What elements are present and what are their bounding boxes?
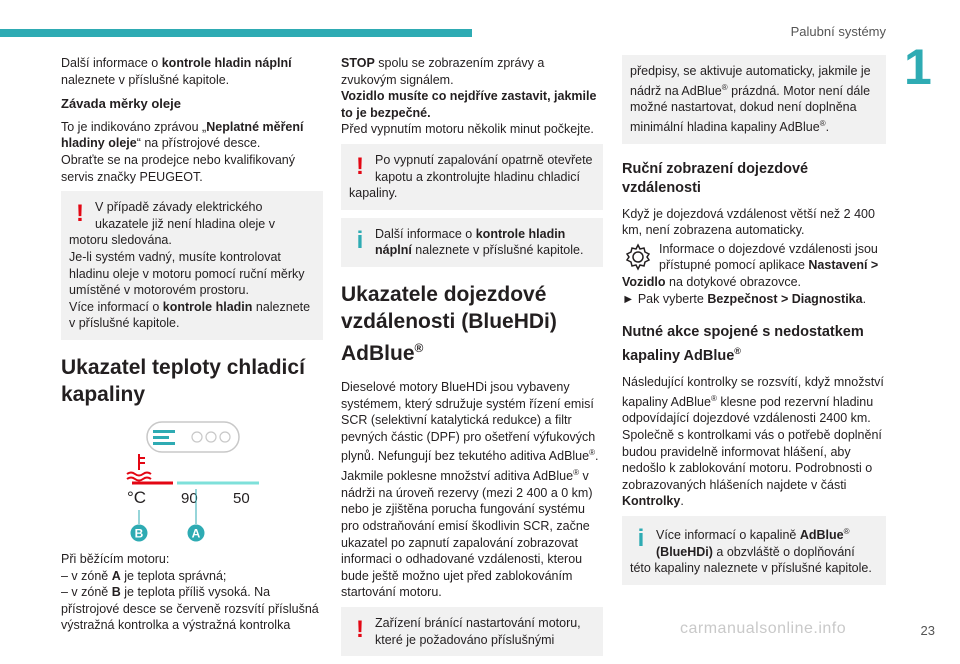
paragraph: Dieselové motory BlueHDi jsou vybaveny systémem, který sdružuje systém řízení emisí SCR (selektivní katalytická redukce) a filtr pevných částic (DPF) pro ošetření výfukových plynů. Nefungují bez tekutého aditiva AdBlue®. xyxy=(341,379,599,464)
unit-label: °C xyxy=(127,487,147,507)
paragraph: ► Pak vyberte Bezpečnost > Diagnostika. xyxy=(622,291,867,306)
exclamation-icon: ! xyxy=(356,615,364,643)
paragraph: Když je dojezdová vzdálenost větší než 2 400 km, není zobrazena automaticky. xyxy=(622,206,875,238)
exclamation-icon: ! xyxy=(76,200,84,228)
paragraph: Obraťte se na prodejce nebo kvalifikovaný servis značky PEUGEOT. xyxy=(61,152,295,184)
tick-label-50: 50 xyxy=(233,489,250,507)
continued-warning-box: předpisy, se aktivuje automaticky, jakmile je nádrž na AdBlue® prázdná. Motor není dále možné nastartovat, dokud není doplněna minimální hladina kapaliny AdBlue®. xyxy=(622,55,886,144)
exclamation-icon: ! xyxy=(356,152,364,180)
column-3 xyxy=(622,55,886,593)
info-box: i Další informace o kontrole hladin náplní naleznete v příslušné kapitole. xyxy=(341,218,603,267)
zone-label-a: A xyxy=(191,526,201,541)
list-item: – v zóně B je teplota příliš vysoká. Na přístrojové desce se červeně rozsvítí příslušná výstražná kontrolka a výstražná kontrolka xyxy=(61,585,319,633)
paragraph: Před vypnutím motoru několik minut počkejte. xyxy=(341,122,594,137)
paragraph: Další informace o kontrole hladin náplní naleznete v příslušné kapitole. xyxy=(61,56,292,87)
paragraph: Jakmile poklesne množství aditiva AdBlue® v nádrži na úroveň rezervy (mezi 2 400 a 0 km) nebo je zjištěna porucha fungování systému pro odstraňování emisí škodlivin SCR, začne ukazatel po zapnutí zapalování zobrazovat informaci o odhadované vzdálenosti, kterou bude ještě možno ujet před zablokováním startování motoru. xyxy=(341,468,593,600)
subsection-title-manual-range: Ruční zobrazení dojezdové vzdálenosti xyxy=(622,160,809,196)
paragraph: Vozidlo musíte co nejdříve zastavit, jakmile to je bezpečné. xyxy=(341,89,597,120)
gear-icon xyxy=(622,241,654,273)
paragraph: Informace o dojezdové vzdálenosti jsou přístupné pomocí aplikace Nastavení > Vozidlo na dotykové obrazovce. xyxy=(622,241,879,290)
paragraph: To je indikováno zprávou „Neplatné měření hladiny oleje“ na přístrojové desce. xyxy=(61,119,304,151)
tick-label-90: 90 xyxy=(181,489,198,507)
info-box: i Více informací o kapalině AdBlue® (BlueHDi) a obzvláště o doplňování této kapaliny naleznete v příslušné kapitole. xyxy=(622,516,886,585)
subsection-title-adblue-actions: Nutné akce spojené s nedostatkem kapaliny AdBlue® xyxy=(622,324,864,365)
header-accent-bar xyxy=(0,29,472,37)
header-title: Palubní systémy xyxy=(790,24,886,39)
paragraph: Následující kontrolky se rozsvítí, když množství kapaliny AdBlue® klesne pod rezervní hladinu odpovídající dojezdové vzdálenosti 2400 km. Společně s kontrolkami vás o potřebě doplnění budou pravidelně informovat hlášení, aby nedošlo k zablokování motoru. Podrobnosti o zobrazovaných hlášeních najdete v části Kontrolky. xyxy=(622,375,884,509)
section-title-adblue: Ukazatele dojezdové vzdálenosti (BlueHDi) AdBlue® xyxy=(341,282,557,365)
zone-label-b: B xyxy=(134,526,144,541)
coolant-gauge-diagram xyxy=(61,420,323,545)
column-1 xyxy=(61,55,323,634)
coolant-temperature-icon xyxy=(127,454,151,481)
info-icon: i xyxy=(356,226,364,254)
watermark: carmanualsonline.info xyxy=(680,620,847,637)
coolant-gauge-figure xyxy=(61,420,323,545)
warning-box: ! Zařízení bránící nastartování motoru, které je požadováno příslušnými xyxy=(341,607,603,656)
paragraph: Při běžícím motoru: xyxy=(61,551,170,566)
chapter-number: 1 xyxy=(904,39,932,95)
warning-box: ! Po vypnutí zapalování opatrně otevřete kapotu a zkontrolujte hladinu chladicí kapaliny. xyxy=(341,144,603,210)
section-title-coolant: Ukazatel teploty chladicí kapaliny xyxy=(61,355,305,406)
paragraph: STOP spolu se zobrazením zprávy a zvukovým signálem. xyxy=(341,56,545,87)
warning-box: ! V případě závady elektrického ukazatele již není hladina oleje v motoru sledována. Je-li systém vadný, musíte kontrolovat hladinu oleje v motoru pomocí ruční měrky umístěné v motorovém prostoru. Více informací o kontrole hladin naleznete v příslušné kapitole. xyxy=(61,191,323,340)
subheading-oil-gauge-fault: Závada měrky oleje xyxy=(61,96,181,112)
page-number: 23 xyxy=(920,623,935,638)
list-item: – v zóně A je teplota správná; xyxy=(61,568,227,583)
column-2 xyxy=(341,55,603,664)
info-icon: i xyxy=(637,524,645,552)
